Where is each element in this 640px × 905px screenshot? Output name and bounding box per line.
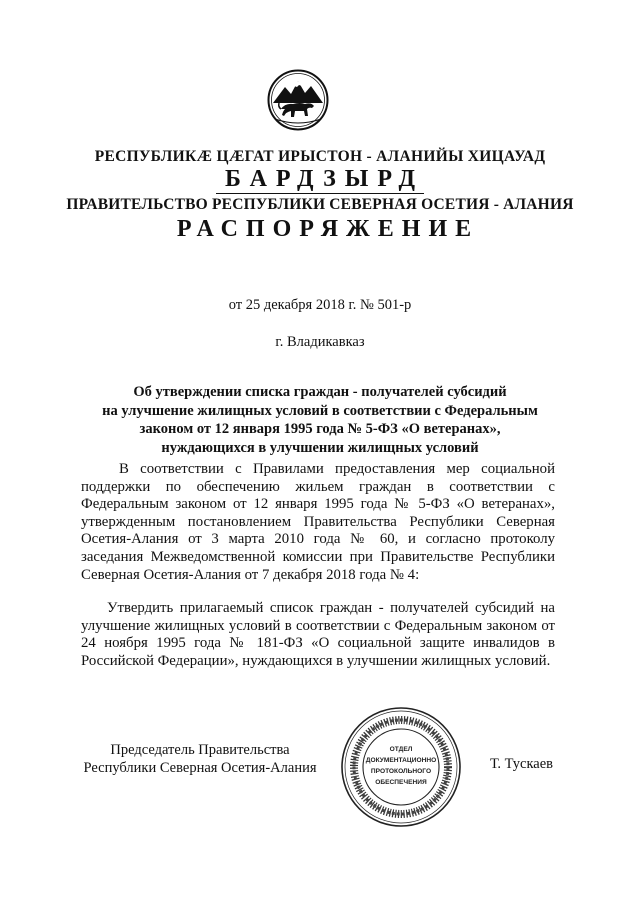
- document-type-title: РАСПОРЯЖЕНИЕ: [176, 216, 480, 242]
- header-bardzyrd-text: БАРДЗЫРД: [216, 166, 424, 194]
- official-seal-stamp: [340, 706, 462, 828]
- signatory-position-line: Председатель Правительства: [110, 742, 290, 758]
- header-ossetian-line: РЕСПУБЛИКÆ ЦÆГАТ ИРЫСТОН - АЛАНИЙЫ ХИЦАУАД: [94, 148, 546, 165]
- subject-line: нуждающихся в улучшении жилищных условий: [161, 439, 479, 456]
- coat-of-arms-emblem: [267, 69, 329, 131]
- document-date-number: от 25 декабря 2018 г. № 501-р: [228, 297, 412, 313]
- stamp-line: ОТДЕЛ: [389, 746, 413, 753]
- signatory-name: Т. Тускаев: [490, 756, 554, 772]
- subject-line: законом от 12 января 1995 года № 5-ФЗ «О ветеранах»,: [139, 421, 501, 437]
- stamp-line: ДОКУМЕНТАЦИОННО: [365, 757, 437, 764]
- subject-line: на улучшение жилищных условий в соответствии с Федеральным: [102, 402, 538, 419]
- signatory-position-line: Республики Северная Осетия-Алания: [83, 760, 317, 776]
- document-city: г. Владикавказ: [275, 334, 365, 350]
- stamp-line: ПРОТОКОЛЬНОГО: [370, 768, 432, 775]
- subject-line: Об утверждении списка граждан - получателей субсидий: [133, 384, 507, 400]
- stamp-line: ОБЕСПЕЧЕНИЯ: [375, 779, 427, 786]
- header-government-line: ПРАВИТЕЛЬСТВО РЕСПУБЛИКИ СЕВЕРНАЯ ОСЕТИЯ - АЛАНИЯ: [66, 196, 574, 213]
- decision-text: Утвердить прилагаемый список граждан - получателей субсидий на улучшение жилищных условий в соответствии с Федеральным законом от 24 ноября 1995 года № 181-ФЗ «О социальной защите инвалидов в Российской Федерации», нуждающихся в улучшении жилищных условий.: [81, 600, 555, 669]
- signatory-position: [80, 741, 320, 777]
- document-subject: [80, 383, 560, 457]
- body-paragraph-decision: [81, 600, 555, 670]
- preamble-text: В соответствии с Правилами предоставления мер социальной поддержки по обеспечению жильем граждан в соответствии с Федеральным законом от 12 января 1995 года № 5-ФЗ «О ветеранах», утвержденным постановлением Правительства Республики Северная Осетия-Алания от 3 марта 2010 года № 60, и согласно протоколу заседания Межведомственной комиссии при Правительстве Республики Северная Осетия-Алания от 7 декабря 2018 года № 4:: [81, 461, 555, 583]
- header-bardzyrd: [0, 166, 640, 193]
- body-paragraph-preamble: [81, 461, 555, 584]
